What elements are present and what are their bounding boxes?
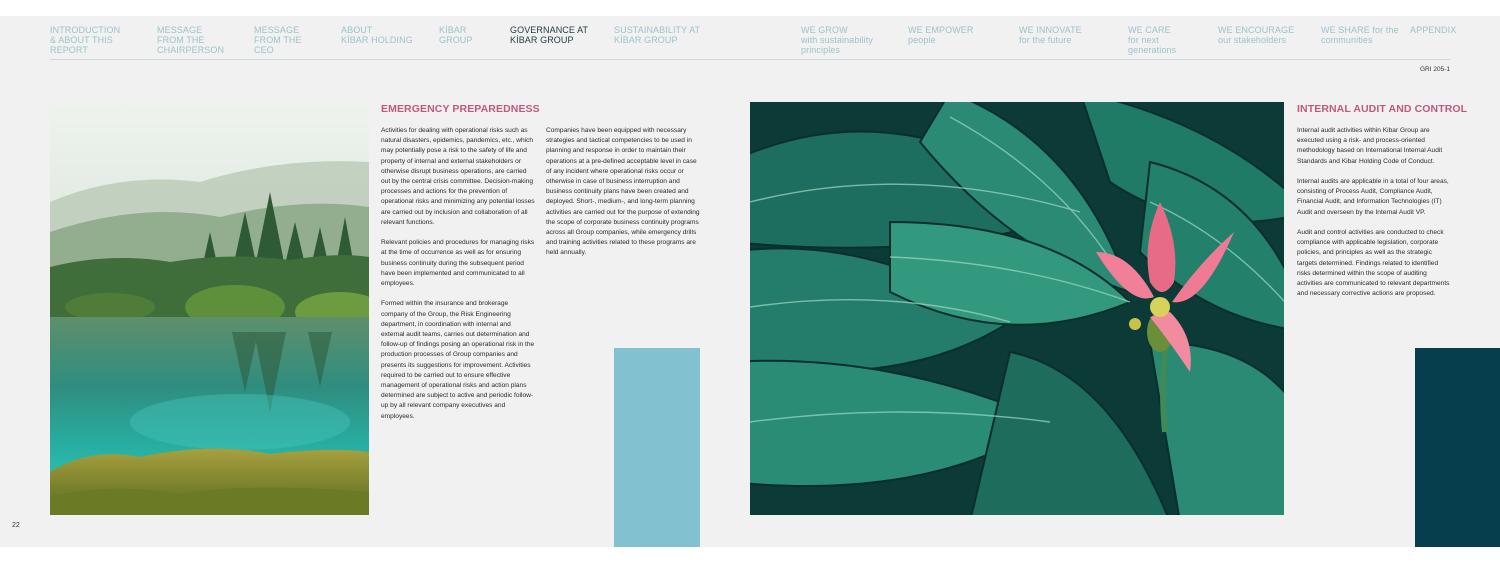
nav-item-governance[interactable]: GOVERNANCE AT KİBAR GROUP [510,25,589,46]
internal-audit-column [1297,126,1450,310]
nav-item-we-grow[interactable]: WE GROW with sustainability principles [801,25,873,56]
paragraph: Formed within the insurance and brokerage company of the Group, the Risk Engineering department, in coordination with internal and external audit teams, carries out determination and follow-up of findings posing an operational risk in the production processes of Group companies and presents its suggestions for improvement. Activities required to be carried out to ensure effective management of operational risks and action plans determined are subject to active and periodic follow-up by all relevant company executives and employees. [381,300,535,420]
nav-item-sustainability[interactable]: SUSTAINABILITY AT KİBAR GROUP [614,25,701,46]
paragraph: Internal audits are applicable in a total of four areas, consisting of Process Audit, Compliance Audit, Financial Audit, and Information Technologies (IT) Audit and overseen by the Internal Audit VP. [1297,178,1449,216]
emergency-preparedness-heading: EMERGENCY PREPAREDNESS [381,103,540,115]
report-spread [0,16,1500,547]
paragraph: Companies have been equipped with necessary strategies and tactical competencies to be used in planning and response in order to maintain their operations at a pre-defined acceptable level in case of any incident where operational risks occur or otherwise in case of business interruption and business continuity plans have been created and deployed. Short-, medium-, and long-term planning activities are carried out for the purpose of extending the scope of corporate business continuity programs across all Group companies, while emergency drills and training activities related to these programs are held annually. [546,127,700,257]
accent-block-dark [1415,348,1500,547]
paragraph: Activities for dealing with operational risks such as natural disasters, epidemics, pandemics, etc., which may potentially pose a risk to the safety of life and property of internal and external stakeholders or otherwise disrupt business operations, are carried out by the central crisis committee. Decision-making processes and actions for the prevention of operational risks and minimizing any potential losses are carried out by inclusion and collaboration of all relevant functions. [381,127,535,226]
nav-item-we-care[interactable]: WE CARE for next generations [1128,25,1177,56]
nav-item-introduction[interactable]: INTRODUCTION & ABOUT THIS REPORT [50,25,121,56]
emergency-column-2 [546,126,701,269]
accent-block-light [614,348,700,547]
nav-item-we-empower[interactable]: WE EMPOWER people [908,25,974,46]
nav-item-we-encourage[interactable]: WE ENCOURAGE our stakeholders [1218,25,1295,46]
nav-item-we-innovate[interactable]: WE INNOVATE for the future [1019,25,1082,46]
nav-item-message-ceo[interactable]: MESSAGE FROM THE CEO [254,25,302,56]
paragraph: Audit and control activities are conducted to check compliance with applicable legislation, corporate policies, and principles as well as the strategic targets determined. Findings related to identified risks determined within the scope of auditing activities are communicated to relevant departments and necessary corrective actions are proposed. [1297,229,1450,298]
page-number: 22 [12,522,20,529]
gri-reference: GRI 205-1 [1420,66,1450,73]
nav-item-we-share[interactable]: WE SHARE for the communities [1321,25,1399,46]
paragraph: Relevant policies and procedures for managing risks at the time of occurrence as well as for ensuring business continuity during the subsequent period have been implemented and communicated to all employees. [381,239,535,288]
landscape-photo [50,102,369,515]
nav-item-group[interactable]: KİBAR GROUP [439,25,473,46]
internal-audit-heading: INTERNAL AUDIT AND CONTROL [1297,103,1468,115]
banana-leaves-photo [750,102,1284,515]
nav-item-about-holding[interactable]: ABOUT KİBAR HOLDING [341,25,413,46]
nav-item-message-chairperson[interactable]: MESSAGE FROM THE CHAIRPERSON [157,25,225,56]
nav-divider [50,59,1450,60]
paragraph: Internal audit activities within Kibar Group are executed using a risk- and process-oriented methodology based on International Internal Audit Standards and Kibar Holding Code of Conduct. [1297,127,1443,165]
emergency-column-1 [381,126,536,432]
nav-item-appendix[interactable]: APPENDIX [1410,25,1457,35]
